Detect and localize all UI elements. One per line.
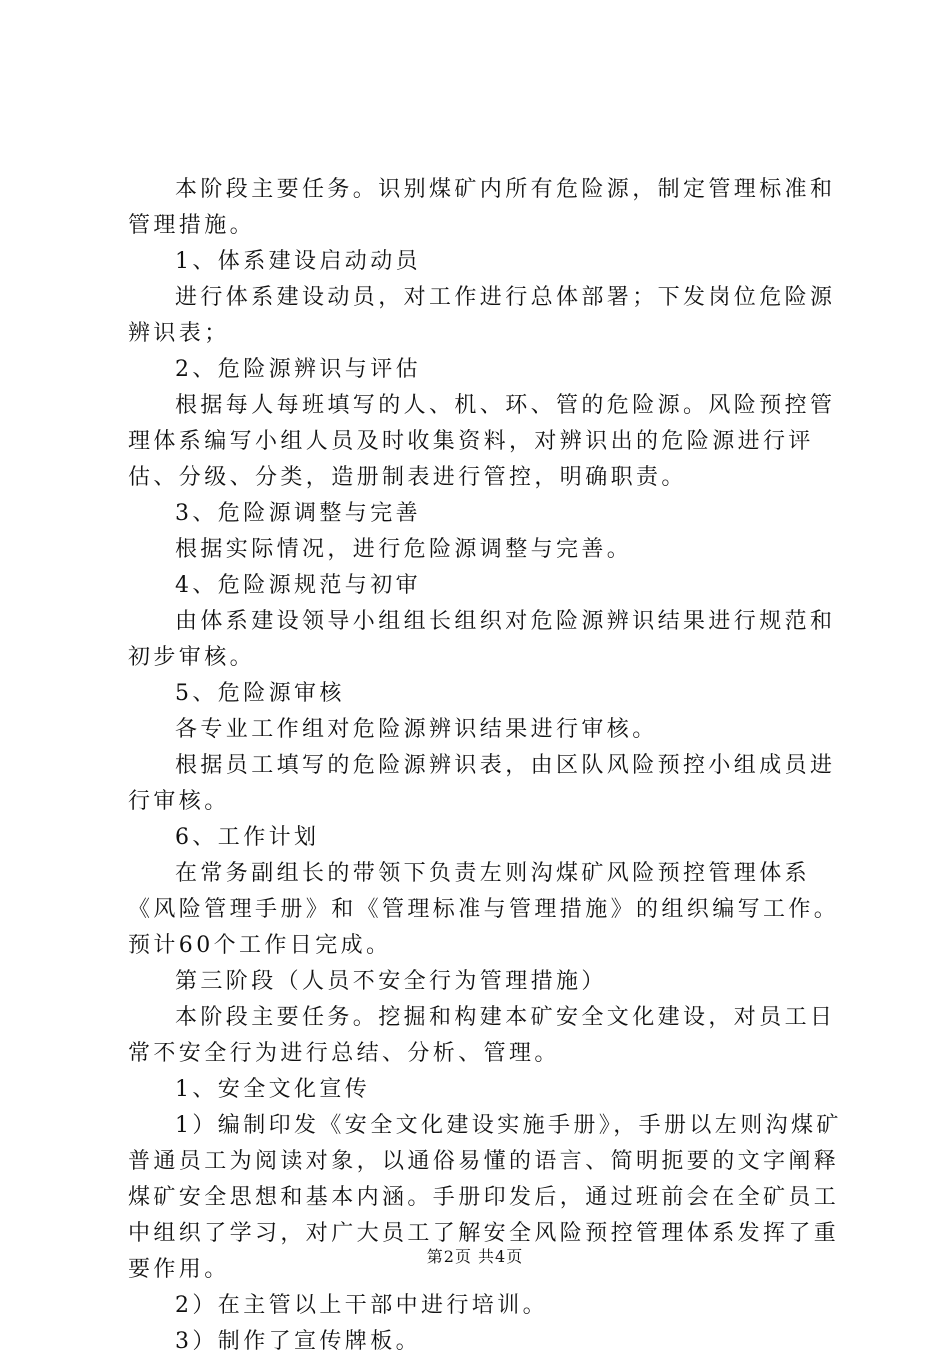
- paragraph: 根据实际情况，进行危险源调整与完善。: [175, 537, 633, 562]
- paragraph: 根据每人每班填写的人、机、环、管的危险源。风险预控管理体系编写小组人员及时收集资料，对辨识出的危险源进行评估、分级、分类，造册制表进行管控，明确职责。: [128, 393, 836, 490]
- section-heading: 4、危险源规范与初审: [175, 573, 421, 598]
- section-heading: 1、体系建设启动动员: [175, 249, 421, 274]
- paragraph: 由体系建设领导小组组长组织对危险源辨识结果进行规范和初步审核。: [128, 609, 836, 670]
- section-heading: 2、危险源辨识与评估: [175, 357, 421, 382]
- section-heading: 3、危险源调整与完善: [175, 501, 421, 526]
- section-heading: 6、工作计划: [175, 825, 320, 850]
- section-heading: 1、安全文化宣传: [175, 1077, 371, 1102]
- paragraph: 本阶段主要任务。挖掘和构建本矿安全文化建设，对员工日常不安全行为进行总结、分析、管理。: [128, 1005, 836, 1066]
- paragraph: 进行体系建设动员，对工作进行总体部署；下发岗位危险源辨识表；: [128, 285, 836, 346]
- paragraph: 根据员工填写的危险源辨识表，由区队风险预控小组成员进行审核。: [128, 753, 836, 814]
- paragraph: 3）制作了宣传牌板。: [175, 1329, 421, 1354]
- paragraph: 本阶段主要任务。识别煤矿内所有危险源，制定管理标准和管理措施。: [128, 177, 836, 238]
- stage-heading: 第三阶段（人员不安全行为管理措施）: [175, 969, 607, 994]
- section-heading: 5、危险源审核: [175, 681, 345, 706]
- document-body: [128, 172, 848, 1360]
- page-footer: 第2页 共4页: [426, 1247, 524, 1266]
- paragraph: 在常务副组长的带领下负责左则沟煤矿风险预控管理体系《风险管理手册》和《管理标准与管理措施》的组织编写工作。预计60个工作日完成。: [128, 861, 840, 958]
- paragraph: 1）编制印发《安全文化建设实施手册》，手册以左则沟煤矿普通员工为阅读对象，以通俗易懂的语言、简明扼要的文字阐释煤矿安全思想和基本内涵。手册印发后，通过班前会在全矿员工中组织了学习，对广大员工了解安全风险预控管理体系发挥了重要作用。: [128, 1113, 842, 1282]
- paragraph: 2）在主管以上干部中进行培训。: [175, 1293, 548, 1318]
- paragraph: 各专业工作组对危险源辨识结果进行审核。: [175, 717, 658, 742]
